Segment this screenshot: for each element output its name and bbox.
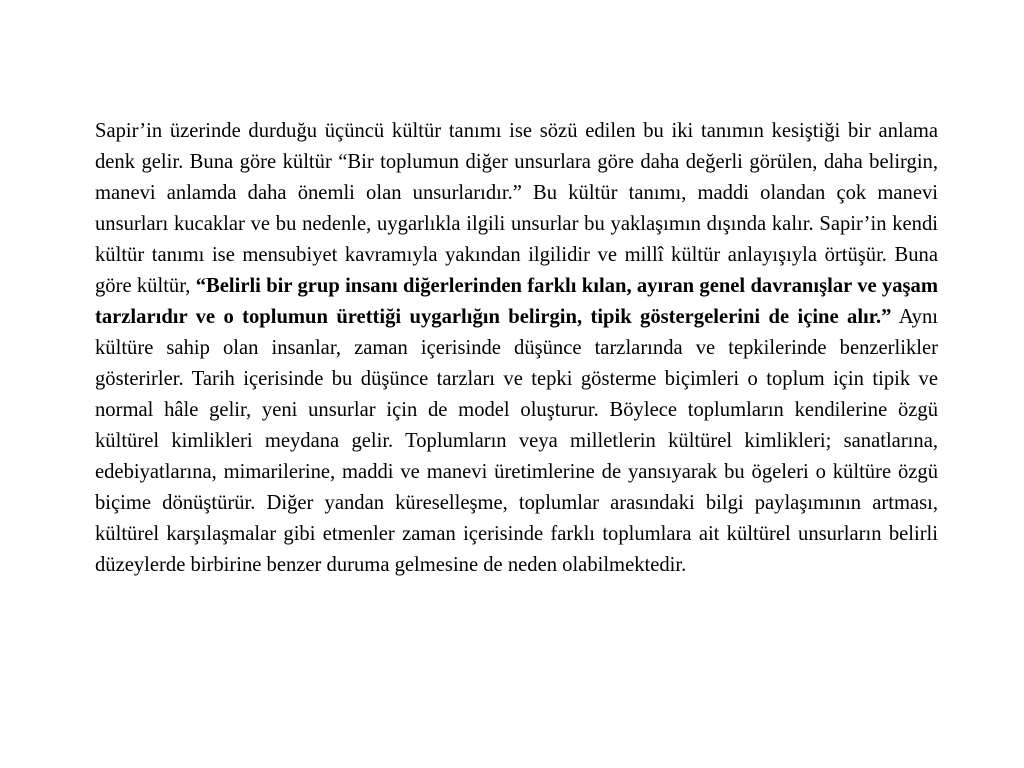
bold-definition-quote: “Belirli bir grup insanı diğerlerinden farklı kılan, ayıran genel davranışlar ve yaşam tarzlarıdır ve o toplumun ürettiği uygarlığın belirgin, tipik göstergelerini de içine alır.”	[95, 275, 938, 328]
paragraph-text-before-quote: Sapir’in üzerinde durduğu üçüncü kültür tanımı ise sözü edilen bu iki tanımın kesiştiği bir anlama denk gelir. Buna göre kültür “Bir toplumun diğer unsurlara göre daha değerli görülen, daha belirgin, manevi anlamda daha önemli olan unsurlarıdır.” Bu kültür tanımı, maddi olandan çok manevi unsurları kucaklar ve bu nedenle, uygarlıkla ilgili unsurlar bu yaklaşımın dışında kalır. Sapir’in kendi kültür tanımı ise mensubiyet kavramıyla yakından ilgilidir ve millî kültür anlayışıyla örtüşür. Buna göre kültür,	[95, 120, 938, 297]
paragraph-text-after-quote: Aynı kültüre sahip olan insanlar, zaman içerisinde düşünce tarzlarında ve tepkilerinde benzerlikler gösterirler. Tarih içerisinde bu düşünce tarzları ve tepki gösterme biçimleri o toplum için tipik ve normal hâle gelir, yeni unsurlar için de model oluşturur. Böylece toplumların kendilerine özgü kültürel kimlikleri meydana gelir. Toplumların veya milletlerin kültürel kimlikleri; sanatlarına, edebiyatlarına, mimarilerine, maddi ve manevi üretimlerine de yansıyarak bu ögeleri o kültüre özgü biçime dönüştürür. Diğer yandan küreselleşme, toplumlar arasındaki bilgi paylaşımının artması, kültürel karşılaşmalar gibi etmenler zaman içerisinde farklı toplumlara ait kültürel unsurların belirli düzeylerde birbirine benzer duruma gelmesine de neden olabilmektedir.	[95, 306, 939, 576]
body-paragraph	[95, 116, 938, 581]
